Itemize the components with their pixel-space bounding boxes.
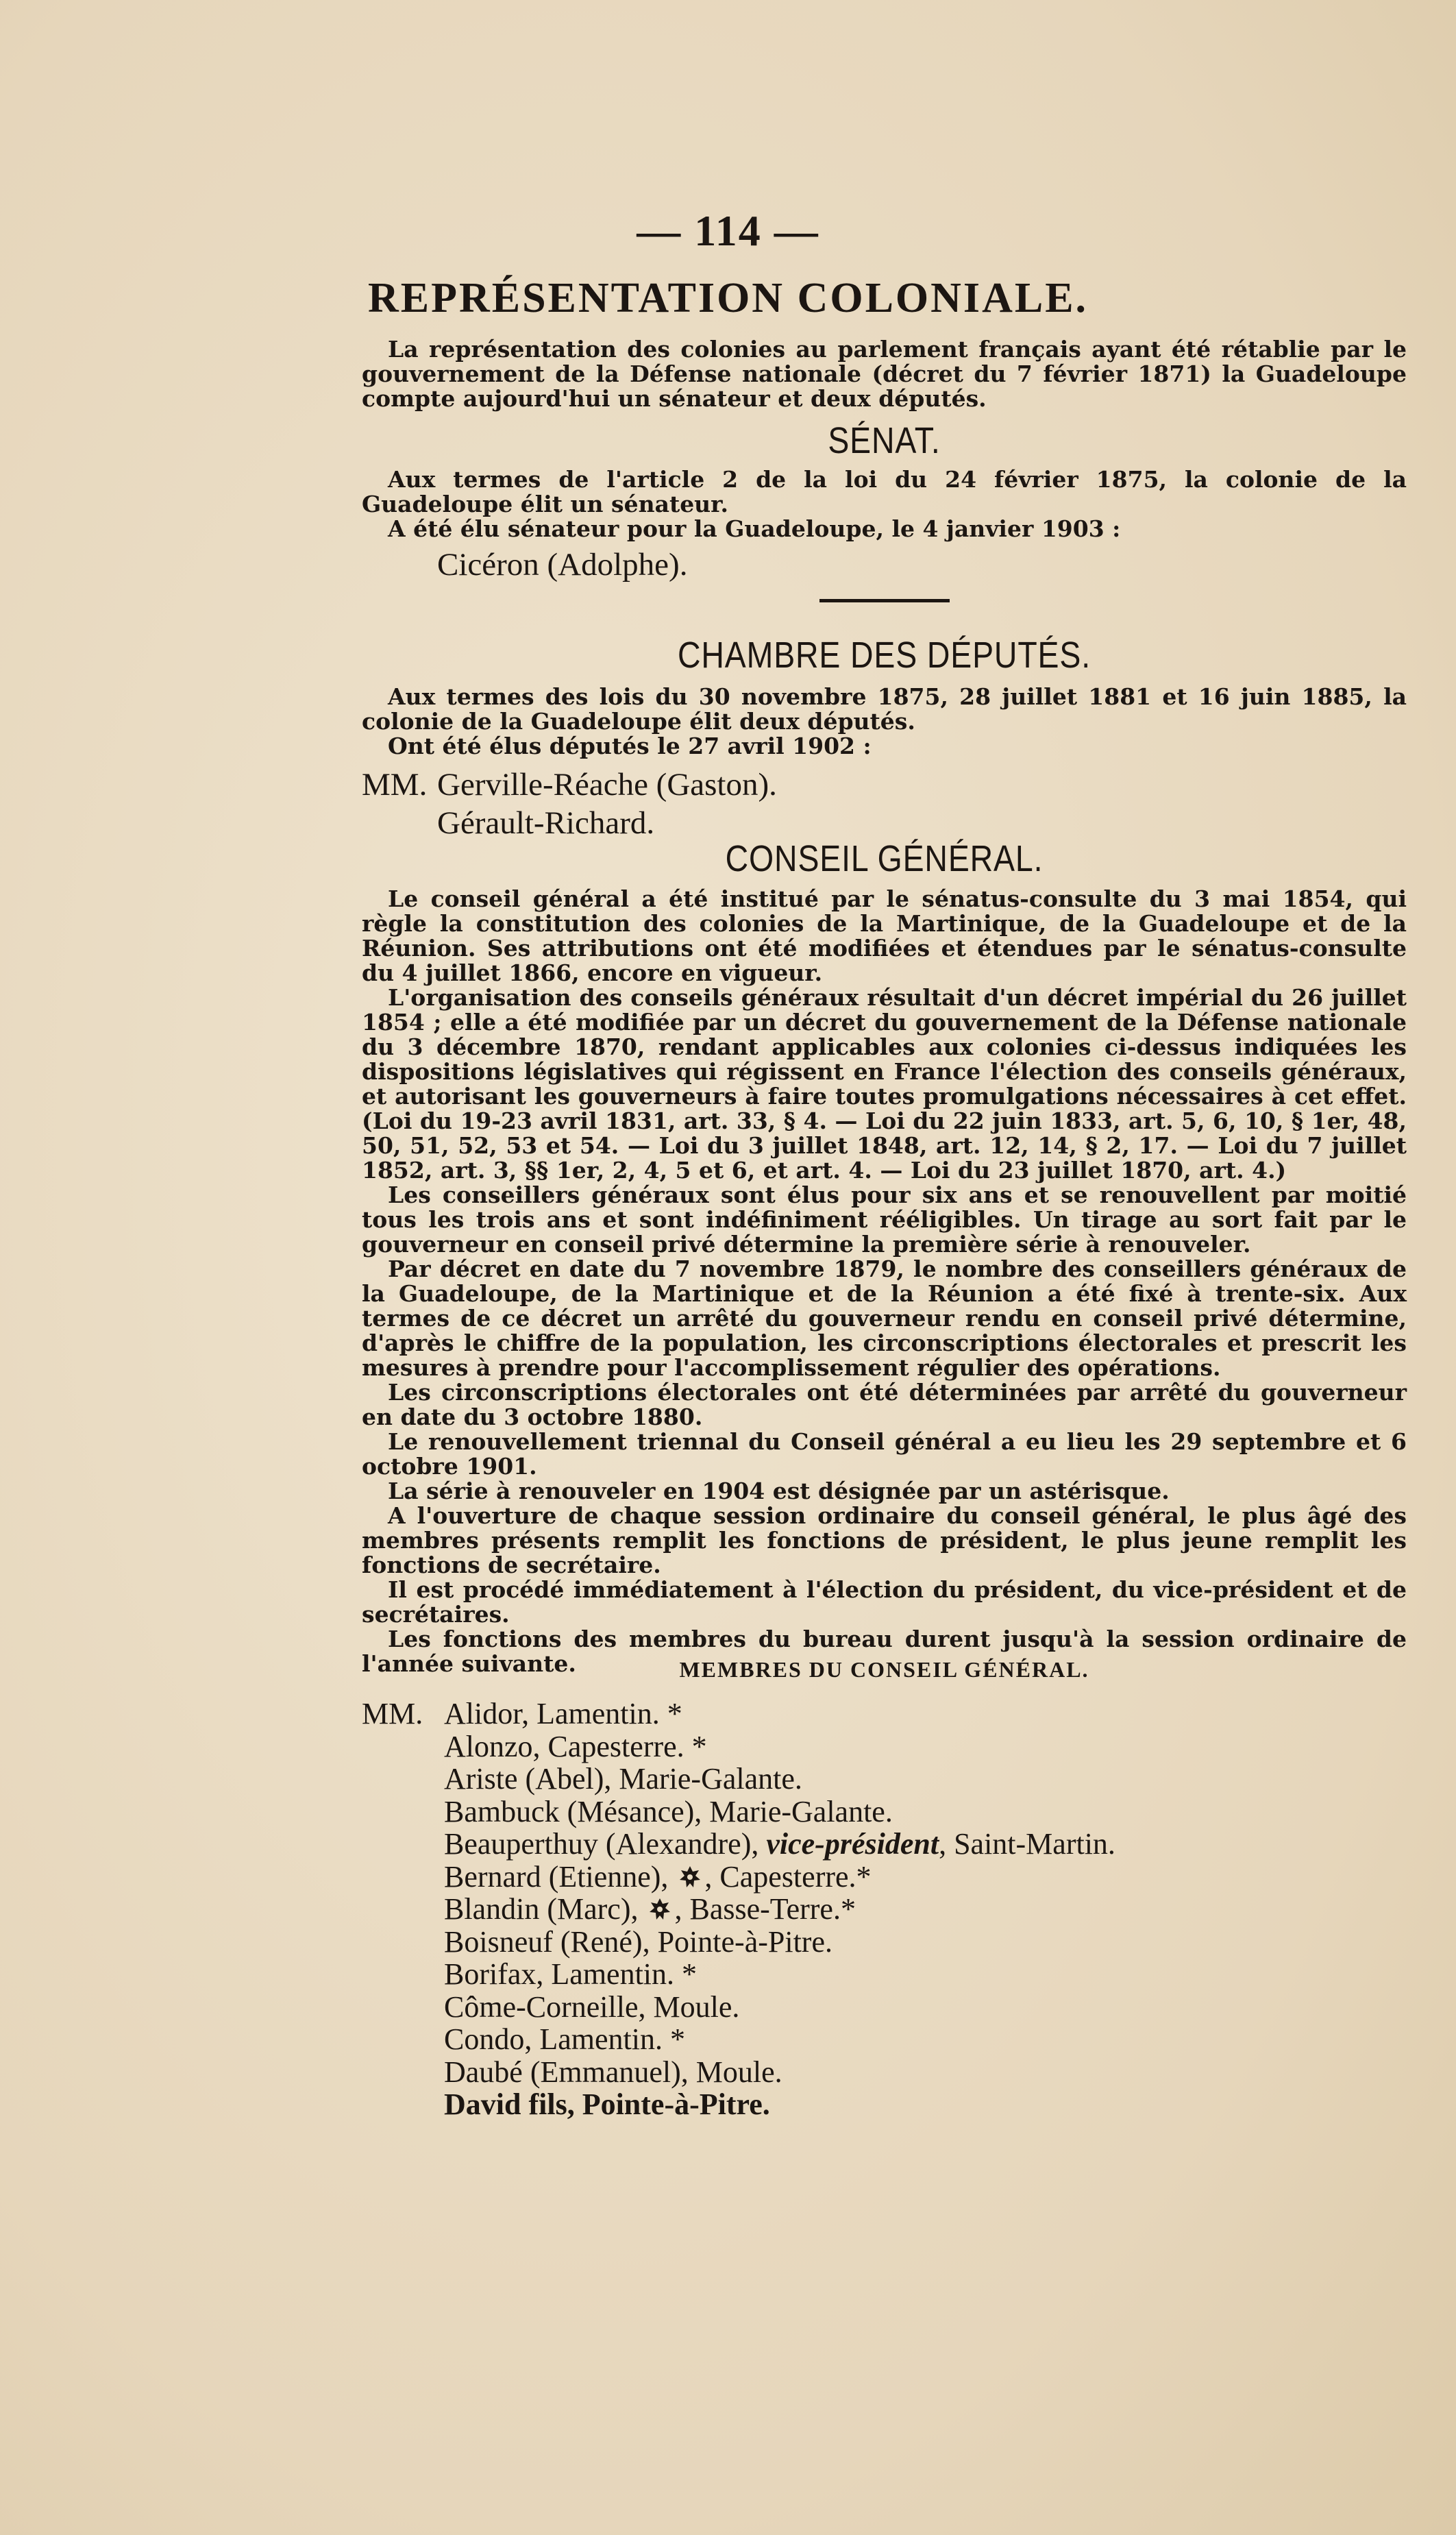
member-role: vice-président [766, 1827, 939, 1861]
conseil-paragraph: Les circonscriptions électorales ont été déterminées par arrêté du gouverneur en date du 3 octobre 1880. [362, 1379, 1407, 1430]
conseil-paragraph: Par décret en date du 7 novembre 1879, le nombre des conseillers généraux de la Guadeloupe, de la Martinique et de la Réunion a été fixé à trente-six. Aux termes de ce décret un arrêté du gouverneur rendu en conseil privé détermine, d'après le chiffre de la population, les circonscriptions électorales et prescrit les mesures à prendre pour l'accomplissement régulier des opérations. [362, 1256, 1407, 1381]
chambre-paragraph-2: Ont été élus députés le 27 avril 1902 : [388, 733, 872, 759]
list-item [362, 1698, 1407, 1730]
conseil-paragraph: A l'ouverture de chaque session ordinaire du conseil général, le plus âgé des membres présents remplit les fonctions de président, le plus jeune remplit les fonctions de secrétaire. [362, 1502, 1407, 1578]
intro-block [362, 337, 1407, 411]
member-entry: Boisneuf (René), Pointe-à-Pitre. [444, 1924, 832, 1959]
list-item [362, 1861, 1407, 1894]
member-entry: Borifax, Lamentin. * [444, 1957, 698, 1991]
member-entry: Bernard (Etienne), [444, 1859, 676, 1894]
member-entry: Côme-Corneille, Moule. [444, 1989, 740, 2024]
senat-heading: SÉNAT. [828, 420, 941, 461]
member-entry: Beauperthuy (Alexandre), [444, 1827, 767, 1861]
member-entry: Bambuck (Mésance), Marie-Galante. [444, 1794, 893, 1828]
member-entry: Daubé (Emmanuel), Moule. [444, 2055, 782, 2089]
list-item [362, 1991, 1407, 2024]
member-entry: Blandin (Marc), [444, 1892, 646, 1926]
list-item [362, 1730, 1407, 1763]
members-list [362, 1698, 1407, 2121]
members-prefix: MM. [362, 1697, 423, 1730]
conseil-paragraph: Il est procédé immédiatement à l'élection du président, du vice-président et de secrétaires. [362, 1576, 1407, 1628]
list-item [362, 1763, 1407, 1796]
list-item [362, 1926, 1407, 1959]
page-number: — 114 — [637, 206, 819, 255]
conseil-paragraph: La série à renouveler en 1904 est désignée par un astérisque. [388, 1478, 1170, 1504]
deputy-line [362, 766, 1407, 804]
deputy-name: Gerville-Réache (Gaston). [437, 767, 777, 803]
senat-paragraph-1: Aux termes de l'article 2 de la loi du 24 février 1875, la colonie de la Guadeloupe élit un sénateur. [362, 466, 1407, 517]
legion-of-honour-icon [648, 1897, 671, 1923]
conseil-paragraph: Les conseillers généraux sont élus pour six ans et se renouvellent par moitié tous les trois ans et sont indéfiniment rééligibles. Un tirage au sort fait par le gouverneur en conseil privé détermine la première série à renouveler. [362, 1181, 1407, 1258]
conseil-heading: CONSEIL GÉNÉRAL. [725, 838, 1044, 879]
list-item [362, 1796, 1407, 1828]
list-item [362, 2023, 1407, 2056]
legion-of-honour-icon [678, 1865, 702, 1891]
chambre-heading: CHAMBRE DES DÉPUTÉS. [678, 635, 1091, 676]
member-location: , Capesterre.* [704, 1859, 872, 1894]
conseil-paragraph: Les fonctions des membres du bureau durent jusqu'à la session ordinaire de l'année suivante. [362, 1626, 1407, 1677]
conseil-paragraph: L'organisation des conseils généraux résultait d'un décret impérial du 26 juillet 1854 ; elle a été modifiée par un décret du gouvernement de la Défense nationale du 3 décembre 1870, rendant applicables aux colonies ci-dessus indiquées les dispositions législatives qui régissent en France l'élection des conseils généraux, et autorisant les gouverneurs à faire toutes promulgations nécessaires à cet effet. (Loi du 19-23 avril 1831, art. 33, § 4. — Loi du 22 juin 1833, art. 5, 6, 10, § 1er, 48, 50, 51, 52, 53 et 54. — Loi du 3 juillet 1848, art. 12, 14, § 2, 17. — Loi du 7 juillet 1852, art. 3, §§ 1er, 2, 4, 5 et 6, et art. 4. — Loi du 23 juillet 1870, art. 4.) [362, 984, 1407, 1184]
deputy-name: Gérault-Richard. [437, 805, 655, 841]
chambre-section [362, 634, 1407, 842]
list-item [362, 2088, 1407, 2121]
intro-paragraph: La représentation des colonies au parlement français ayant été rétablie par le gouvernement de la Défense nationale (décret du 7 février 1871) la Guadeloupe compte aujourd'hui un sénateur et deux députés. [362, 336, 1407, 412]
senat-section [362, 419, 1407, 602]
member-entry: David fils, Pointe-à-Pitre. [444, 2087, 770, 2121]
senator-name: Cicéron (Adolphe). [437, 547, 688, 583]
text-column [362, 0, 1407, 2535]
page-title: REPRÉSENTATION COLONIALE. [367, 275, 1089, 321]
members-section [362, 1657, 1407, 2121]
conseil-paragraphs [362, 887, 1407, 1676]
conseil-paragraph: Le renouvellement triennal du Conseil général a eu lieu les 29 septembre et 6 octobre 1901. [362, 1428, 1407, 1480]
list-item [362, 1828, 1407, 1861]
member-entry: Ariste (Abel), Marie-Galante. [444, 1762, 802, 1796]
section-divider [819, 599, 950, 602]
member-entry: Condo, Lamentin. * [444, 2022, 685, 2056]
conseil-section [362, 837, 1407, 1676]
members-heading: MEMBRES DU CONSEIL GÉNÉRAL. [679, 1657, 1089, 1682]
member-entry: Alonzo, Capesterre. * [444, 1729, 707, 1763]
conseil-paragraph: Le conseil général a été institué par le sénatus-consulte du 3 mai 1854, qui règle la constitution des colonies de la Martinique, de la Guadeloupe et de la Réunion. Ses attributions ont été modifiées et étendues par le sénatus-consulte du 4 juillet 1866, encore en vigueur. [362, 885, 1407, 986]
chambre-paragraph-1: Aux termes des lois du 30 novembre 1875, 28 juillet 1881 et 16 juin 1885, la colonie de la Guadeloupe élit deux députés. [362, 683, 1407, 735]
list-item [362, 1893, 1407, 1926]
member-location: , Saint-Martin. [939, 1827, 1115, 1861]
list-item [362, 2056, 1407, 2089]
senat-paragraph-2: A été élu sénateur pour la Guadeloupe, le 4 janvier 1903 : [388, 515, 1121, 542]
member-location: , Basse-Terre.* [674, 1892, 856, 1926]
member-entry: Alidor, Lamentin. * [444, 1697, 682, 1730]
list-item [362, 1958, 1407, 1991]
deputies-prefix: MM. [362, 767, 428, 803]
